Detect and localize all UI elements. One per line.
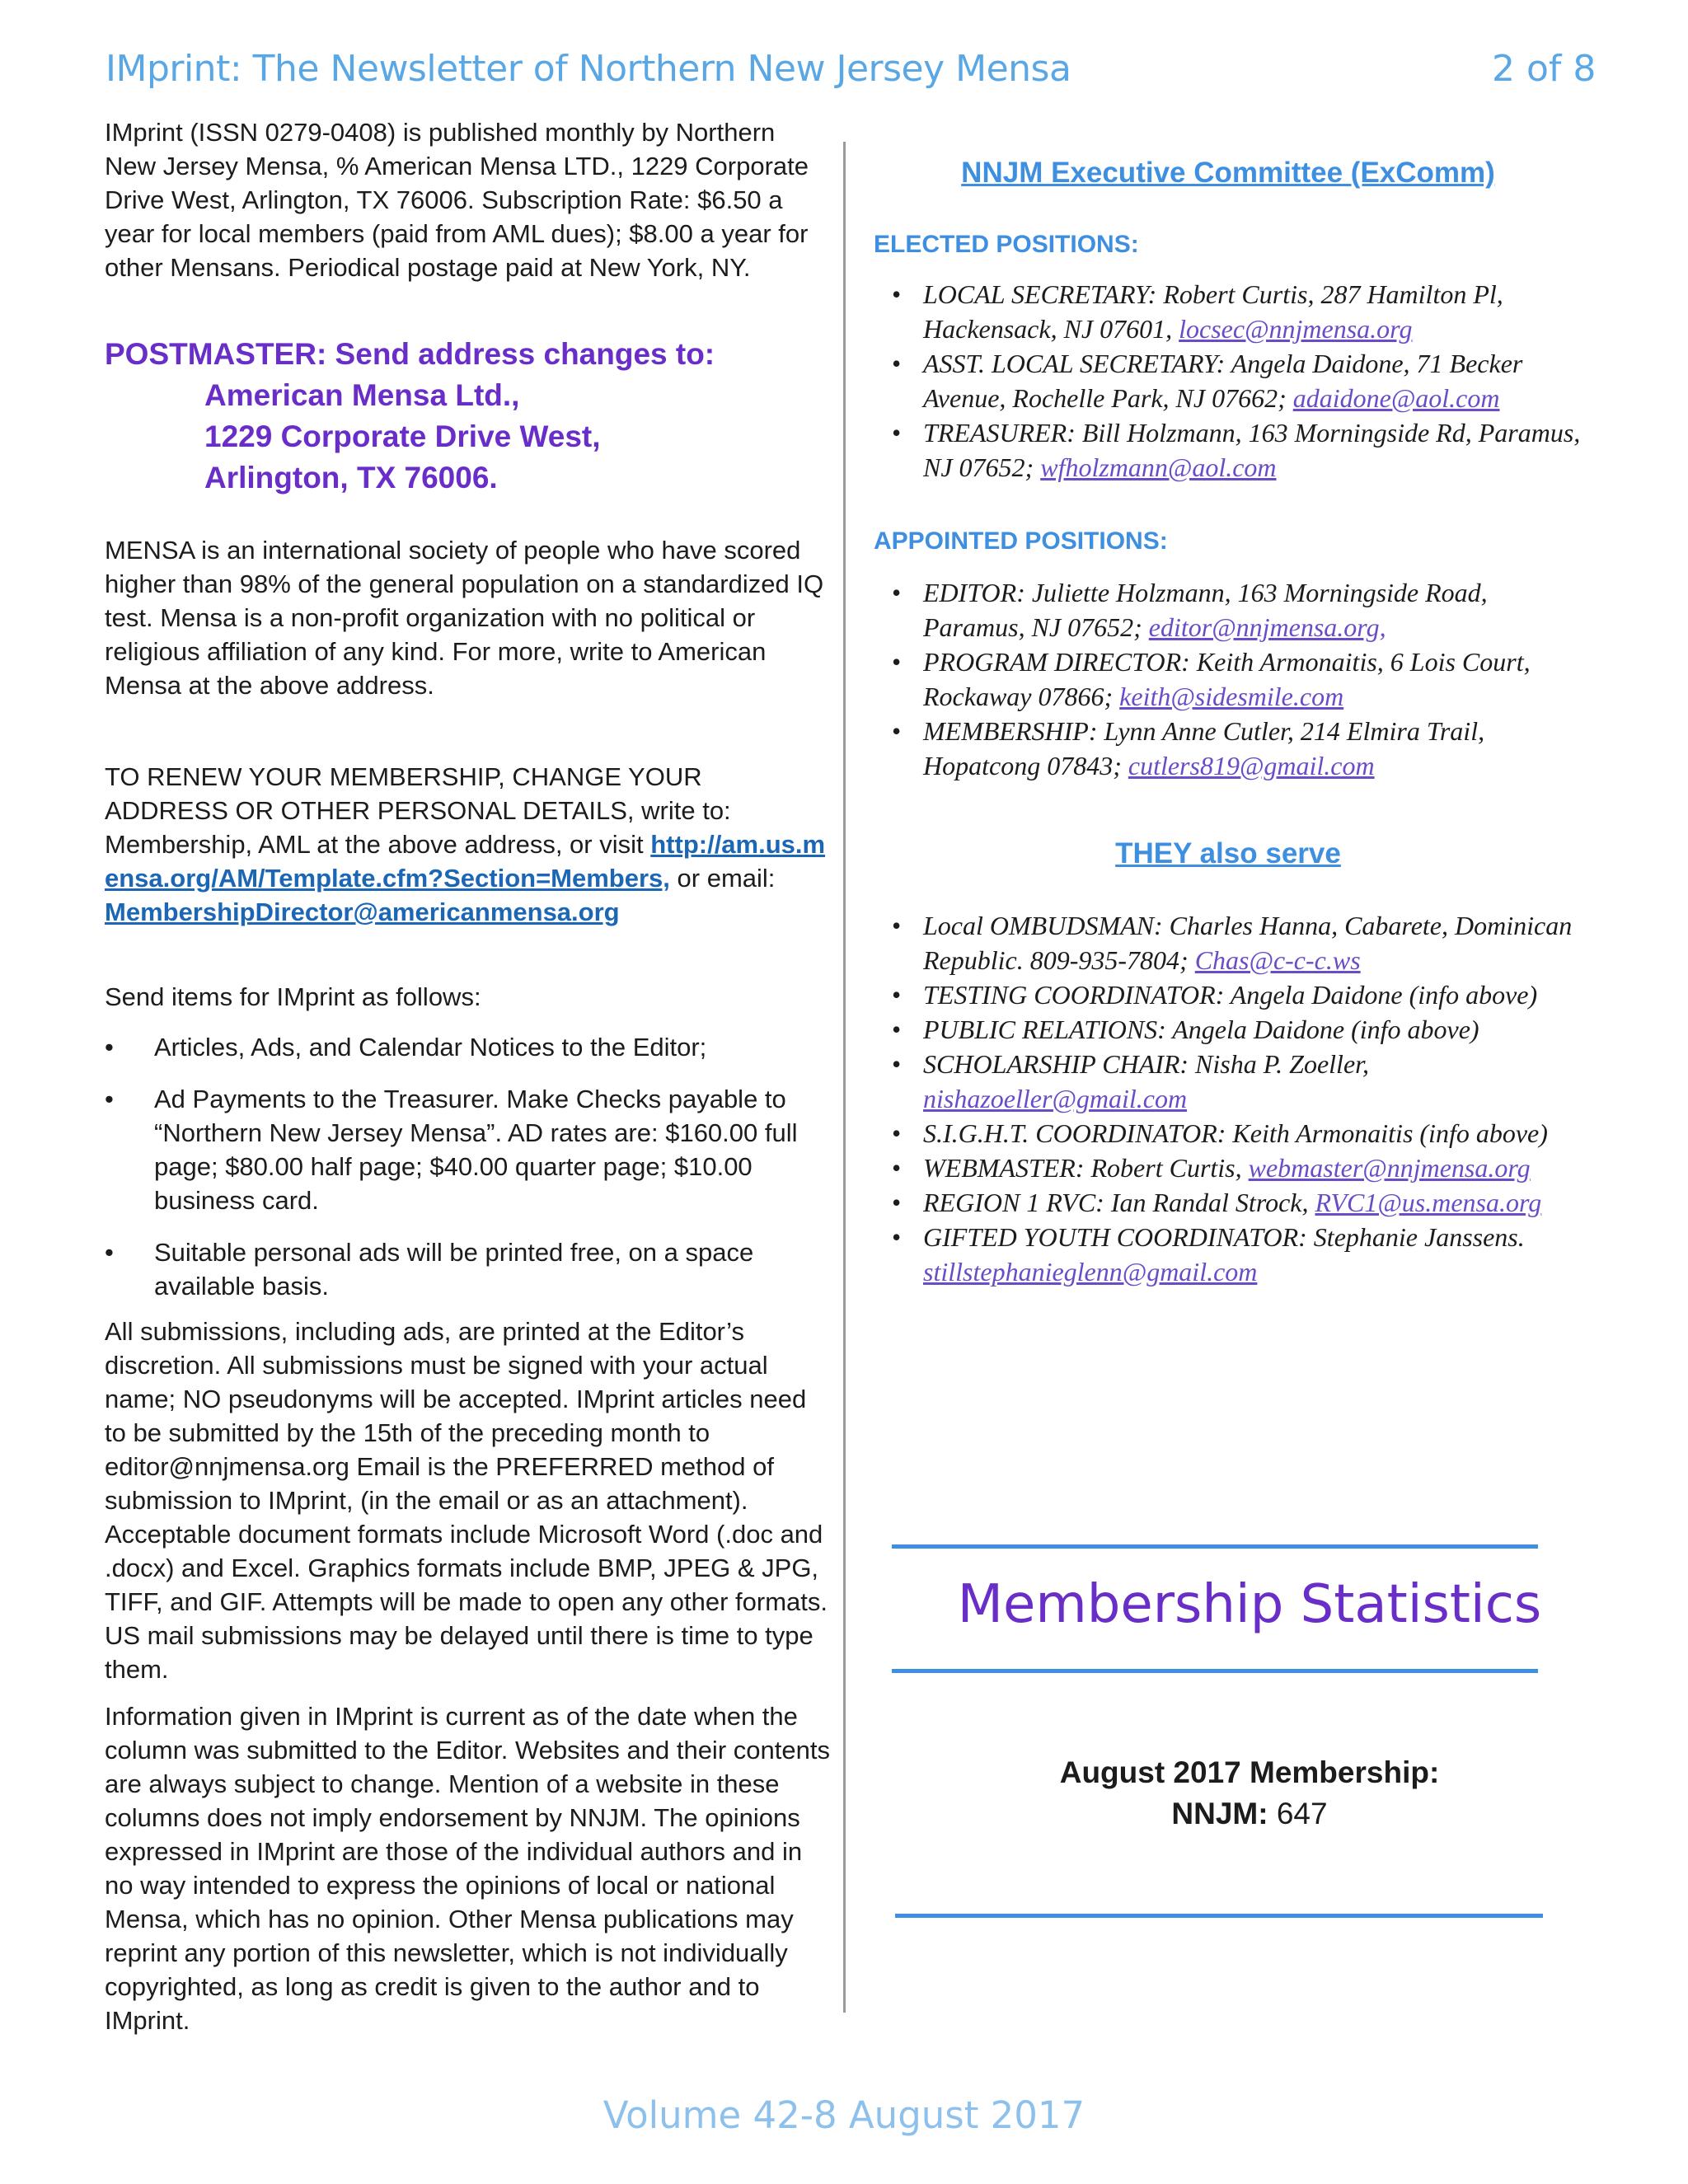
postmaster-block (105, 334, 830, 499)
information-disclaimer: Information given in IMprint is current as of the date when the column was submitted to the Editor. Websites and their contents are always subject to change. Mention of a website in these columns does not imply endorsement by NNJM. The opinions expressed in IMprint are those of the individual authors and in no way intended to express the opinions of local or national Mensa, which has no opinion. Other Mensa publications may reprint any portion of this newsletter, which is not individually copyrighted, as long as credit is given to the author and to IMprint. (105, 1702, 830, 2035)
stats-middle-rule (892, 1669, 1538, 1673)
email-link[interactable]: editor@nnjmensa.org, (1148, 612, 1386, 642)
appointed-positions-list (874, 575, 1582, 783)
stats-bottom-rule (895, 1914, 1543, 1918)
send-items-heading: Send items for IMprint as follows: (105, 982, 481, 1011)
elected-positions-heading: ELECTED POSITIONS: (874, 231, 1139, 258)
email-link[interactable]: adaidone@aol.com (1292, 383, 1500, 413)
nnjm-count-value: 647 (1276, 1797, 1328, 1830)
list-item: • TREASURER: Bill Holzmann, 163 Morningside Rd, Paramus, NJ 07652; wfholzmann@aol.com (874, 415, 1582, 485)
renew-membership (105, 760, 830, 929)
list-item: • TESTING COORDINATOR: Angela Daidone (info above) (874, 977, 1582, 1012)
submission-list (105, 1030, 830, 1303)
list-item: • MEMBERSHIP: Lynn Anne Cutler, 214 Elmira Trail, Hopatcong 07843; cutlers819@gmail.com (874, 714, 1582, 783)
postmaster-address-line-1: American Mensa Ltd., (204, 378, 520, 412)
page-number: 2 of 8 (1492, 48, 1597, 90)
newsletter-title: IMprint: The Newsletter of Northern New Jersey Mensa (106, 48, 1071, 90)
left-column (105, 115, 830, 2037)
email-link[interactable]: wfholzmann@aol.com (1040, 452, 1277, 482)
excomm-title: NNJM Executive Committee (ExComm) (961, 157, 1495, 189)
mensa-about: MENSA is an international society of people who have scored higher than 98% of the general population on a standardized IQ test. Mensa is a non-profit organization with no political or religious affiliation of any kind. For more, write to American Mensa at the above address. (105, 536, 824, 700)
list-item: • Local OMBUDSMAN: Charles Hanna, Cabarete, Dominican Republic. 809-935-7804; Chas@c-c-c.ws (874, 908, 1582, 977)
postmaster-address-line-2: 1229 Corporate Drive West, (204, 419, 601, 453)
email-link[interactable]: nishazoeller@gmail.com (923, 1084, 1188, 1113)
email-link[interactable]: Chas@c-c-c.ws (1194, 945, 1361, 975)
list-item: • S.I.G.H.T. COORDINATOR: Keith Armonaitis (info above) (874, 1116, 1582, 1151)
email-link[interactable]: RVC1@us.mensa.org (1315, 1188, 1542, 1217)
membership-statistics-title: Membership Statistics (957, 1574, 1542, 1635)
elected-positions-list (874, 277, 1582, 485)
submissions-policy: All submissions, including ads, are printed at the Editor’s discretion. All submissions must be signed with your actual name; NO pseudonyms will be accepted. IMprint articles need to be submitted by the 15th of the preceding month to editor@nnjmensa.org Email is the PREFERRED method of submission to IMprint, (in the email or as an attachment). Acceptable document formats include Microsoft Word (.doc and .docx) and Excel. Graphics formats include BMP, JPEG & JPG, TIFF, and GIF. Attempts will be made to open any other formats. US mail submissions may be delayed until there is time to type them. (105, 1317, 828, 1684)
publication-info: IMprint (ISSN 0279-0408) is published monthly by Northern New Jersey Mensa, % American Mensa LTD., 1229 Corporate Drive West, Arlington, TX 76006. Subscription Rate: $6.50 a year for local members (paid from AML dues); $8.00 a year for other Mensans. Periodical postage paid at New York, NY. (105, 118, 809, 282)
list-item: • GIFTED YOUTH COORDINATOR: Stephanie Janssens. stillstephanieglenn@gmail.com (874, 1220, 1582, 1289)
list-item: • PUBLIC RELATIONS: Angela Daidone (info above) (874, 1012, 1582, 1047)
list-item: • SCHOLARSHIP CHAIR: Nisha P. Zoeller, nishazoeller@gmail.com (874, 1047, 1582, 1116)
list-item: • Suitable personal ads will be printed free, on a space available basis. (105, 1235, 830, 1303)
appointed-positions-heading: APPOINTED POSITIONS: (874, 527, 1168, 555)
list-item: • ASST. LOCAL SECRETARY: Angela Daidone, 71 Becker Avenue, Rochelle Park, NJ 07662; adaidone@aol.com (874, 346, 1582, 415)
renew-or: or email: (677, 864, 776, 893)
list-item: • PROGRAM DIRECTOR: Keith Armonaitis, 6 Lois Court, Rockaway 07866; keith@sidesmile.com (874, 644, 1582, 714)
nnjm-label: NNJM: (1171, 1797, 1268, 1830)
membership-date-label: August 2017 Membership: (1059, 1755, 1440, 1789)
also-serve-list (874, 908, 1582, 1289)
list-item: • LOCAL SECRETARY: Robert Curtis, 287 Hamilton Pl, Hackensack, NJ 07601, locsec@nnjmensa.org (874, 277, 1582, 346)
membership-director-email-link[interactable]: MembershipDirector@americanmensa.org (105, 898, 620, 926)
list-item: • REGION 1 RVC: Ian Randal Strock, RVC1@us.mensa.org (874, 1185, 1582, 1220)
email-link[interactable]: locsec@nnjmensa.org (1179, 314, 1413, 344)
renew-text: TO RENEW YOUR MEMBERSHIP, CHANGE YOUR ADDRESS OR OTHER PERSONAL DETAILS, write to: Membership, AML at the above address, or visit (105, 762, 731, 859)
stats-top-rule (892, 1544, 1538, 1549)
right-column (874, 157, 1582, 1289)
also-serve-title: THEY also serve (1115, 837, 1341, 869)
email-link[interactable]: cutlers819@gmail.com (1128, 751, 1375, 780)
volume-footer: Volume 42-8 August 2017 (603, 2093, 1085, 2137)
list-item: • EDITOR: Juliette Holzmann, 163 Morningside Road, Paramus, NJ 07652; editor@nnjmensa.org, (874, 575, 1582, 644)
postmaster-heading: POSTMASTER: Send address changes to: (105, 337, 715, 371)
list-item: • Articles, Ads, and Calendar Notices to the Editor; (105, 1030, 830, 1064)
column-divider (843, 142, 846, 2013)
list-item: • Ad Payments to the Treasurer. Make Checks payable to “Northern New Jersey Mensa”. AD rates are: $160.00 full page; $80.00 half page; $40.00 quarter page; $10.00 business card. (105, 1082, 830, 1217)
list-item: • WEBMASTER: Robert Curtis, webmaster@nnjmensa.org (874, 1151, 1582, 1185)
email-link[interactable]: stillstephanieglenn@gmail.com (923, 1257, 1258, 1286)
postmaster-address-line-3: Arlington, TX 76006. (204, 461, 498, 494)
nnjm-membership-count (892, 1797, 1607, 1831)
members-url-link[interactable]: http://am.us.mensa.org/AM/Template.cfm?Section=Members, (105, 830, 826, 893)
email-link[interactable]: keith@sidesmile.com (1119, 682, 1344, 711)
email-link[interactable]: webmaster@nnjmensa.org (1248, 1153, 1531, 1183)
